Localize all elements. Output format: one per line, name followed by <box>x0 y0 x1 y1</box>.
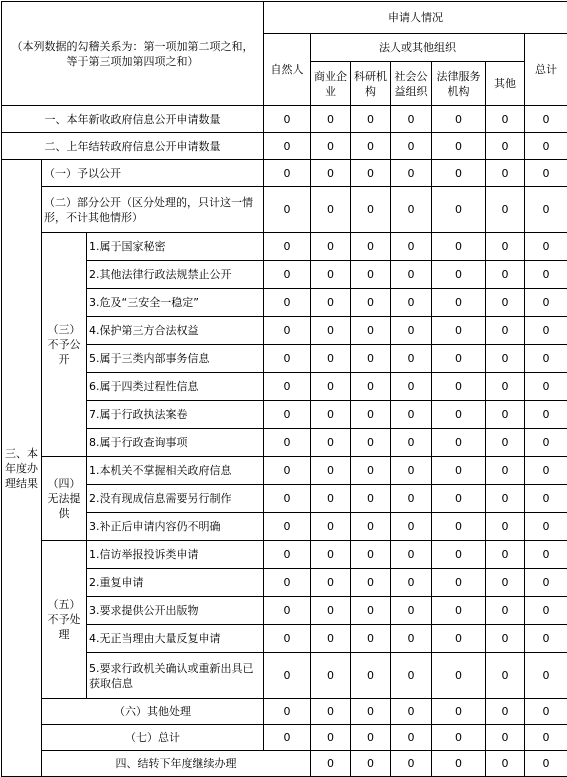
cell-value: 0 <box>525 261 567 289</box>
cell-value: 0 <box>311 625 351 653</box>
cell-value: 0 <box>311 485 351 513</box>
cell-value: 0 <box>432 513 486 541</box>
cell-value: 0 <box>432 597 486 625</box>
cell-value: 0 <box>351 457 391 485</box>
cell-value: 0 <box>486 513 525 541</box>
cell-value: 0 <box>351 653 391 699</box>
cell-value: 0 <box>311 160 351 187</box>
cell-value: 0 <box>311 133 351 160</box>
cell-value: 0 <box>311 187 351 233</box>
cell-value: 0 <box>351 625 391 653</box>
row-label: 1.信访举报投诉类申请 <box>87 541 264 569</box>
applicant-status-header: 申请人情况 <box>264 2 567 34</box>
row-carry-next <box>2 751 567 777</box>
cell-value: 0 <box>525 625 567 653</box>
cell-value: 0 <box>525 569 567 597</box>
row-label: 3.补正后申请内容仍不明确 <box>87 513 264 541</box>
cell-value: 0 <box>525 133 567 160</box>
row-results-r2 <box>2 187 567 233</box>
cell-value: 0 <box>264 160 311 187</box>
subcol-research: 科研机构 <box>351 62 391 106</box>
cell-value: 0 <box>351 541 391 569</box>
row-label: （六）其他处理 <box>42 699 264 725</box>
cell-value: 0 <box>391 289 432 317</box>
cell-value: 0 <box>486 569 525 597</box>
cell-value: 0 <box>525 106 567 133</box>
cell-value: 0 <box>351 133 391 160</box>
row-label: 3.危及“三安全一稳定” <box>87 289 264 317</box>
g3-group-label: （三）不予公开 <box>42 233 87 457</box>
cell-value: 0 <box>351 373 391 401</box>
cell-value: 0 <box>391 133 432 160</box>
cell-value: 0 <box>351 429 391 457</box>
cell-value: 0 <box>525 317 567 345</box>
cell-value: 0 <box>391 457 432 485</box>
cell-value: 0 <box>264 317 311 345</box>
cell-value: 0 <box>391 485 432 513</box>
cell-value: 0 <box>264 261 311 289</box>
cell-value: 0 <box>351 317 391 345</box>
cell-value: 0 <box>264 597 311 625</box>
cell-value: 0 <box>432 345 486 373</box>
cell-value: 0 <box>525 725 567 751</box>
row-label: 4.无正当理由大量反复申请 <box>87 625 264 653</box>
subcol-legal-service: 法律服务机构 <box>432 62 486 106</box>
row-label: 4.保护第三方合法权益 <box>87 317 264 345</box>
row-g3-item <box>2 429 567 457</box>
cell-value: 0 <box>351 569 391 597</box>
cell-value: 0 <box>391 625 432 653</box>
cell-value: 0 <box>486 133 525 160</box>
subcol-other: 其他 <box>486 62 525 106</box>
cell-value: 0 <box>311 345 351 373</box>
cell-value: 0 <box>264 725 311 751</box>
row-carried-over <box>2 133 567 160</box>
cell-value: 0 <box>351 345 391 373</box>
cell-value: 0 <box>432 401 486 429</box>
row-g3-item <box>2 233 567 261</box>
cell-value: 0 <box>525 289 567 317</box>
row-g5-item <box>2 541 567 569</box>
cell-value: 0 <box>432 289 486 317</box>
cell-value: 0 <box>264 373 311 401</box>
cell-value: 0 <box>432 133 486 160</box>
cell-value: 0 <box>432 725 486 751</box>
cell-value: 0 <box>351 233 391 261</box>
cell-value: 0 <box>391 429 432 457</box>
cell-value: 0 <box>486 429 525 457</box>
cell-value: 0 <box>525 160 567 187</box>
cell-value: 0 <box>486 597 525 625</box>
natural-person-header: 自然人 <box>264 34 311 106</box>
cell-value: 0 <box>525 373 567 401</box>
row-g5-item <box>2 625 567 653</box>
cell-value: 0 <box>351 401 391 429</box>
cell-value: 0 <box>486 317 525 345</box>
cell-value: 0 <box>264 541 311 569</box>
cell-value: 0 <box>486 401 525 429</box>
cell-value: 0 <box>311 317 351 345</box>
cell-value: 0 <box>264 457 311 485</box>
cell-value: 0 <box>311 699 351 725</box>
cell-value: 0 <box>486 160 525 187</box>
cell-value: 0 <box>264 401 311 429</box>
cell-value: 0 <box>351 597 391 625</box>
cell-value: 0 <box>391 597 432 625</box>
row-g3-item <box>2 345 567 373</box>
cell-value: 0 <box>486 541 525 569</box>
cell-value: 0 <box>391 751 432 777</box>
row-results-r6 <box>2 699 567 725</box>
disclosure-statistics-table <box>1 1 567 777</box>
cell-value: 0 <box>486 485 525 513</box>
cell-value: 0 <box>525 513 567 541</box>
cell-value: 0 <box>486 653 525 699</box>
row-label: 2.重复申请 <box>87 569 264 597</box>
cell-value: 0 <box>311 457 351 485</box>
cell-value: 0 <box>264 485 311 513</box>
cell-value: 0 <box>264 106 311 133</box>
cell-value: 0 <box>486 625 525 653</box>
cell-value: 0 <box>486 187 525 233</box>
row-label: 5.属于三类内部事务信息 <box>87 345 264 373</box>
cell-value: 0 <box>525 653 567 699</box>
cell-value: 0 <box>264 699 311 725</box>
cell-value: 0 <box>391 373 432 401</box>
cell-value: 0 <box>391 261 432 289</box>
row-label: 6.属于四类过程性信息 <box>87 373 264 401</box>
row-label: 2.其他法律行政法规禁止公开 <box>87 261 264 289</box>
row-g3-item <box>2 401 567 429</box>
cell-value: 0 <box>486 289 525 317</box>
cell-value: 0 <box>351 106 391 133</box>
cell-value: 0 <box>486 699 525 725</box>
cell-value: 0 <box>351 485 391 513</box>
cell-value: 0 <box>311 373 351 401</box>
row-results-r1 <box>2 160 567 187</box>
row-results-r7 <box>2 725 567 751</box>
cell-value: 0 <box>525 699 567 725</box>
cell-value: 0 <box>486 261 525 289</box>
cell-value: 0 <box>311 106 351 133</box>
row-g5-item <box>2 597 567 625</box>
row-label: 四、结转下年度继续办理 <box>42 751 311 777</box>
cell-value: 0 <box>432 187 486 233</box>
cell-value: 0 <box>264 569 311 597</box>
row-new-requests <box>2 106 567 133</box>
cell-value: 0 <box>391 317 432 345</box>
cell-value: 0 <box>311 569 351 597</box>
cell-value: 0 <box>391 401 432 429</box>
cell-value: 0 <box>311 541 351 569</box>
cell-value: 0 <box>264 513 311 541</box>
cell-value: 0 <box>391 345 432 373</box>
cell-value: 0 <box>432 541 486 569</box>
cell-value: 0 <box>525 345 567 373</box>
cell-value: 0 <box>264 345 311 373</box>
table-note: （本列数据的勾稽关系为：第一项加第二项之和，等于第三项加第四项之和） <box>2 2 264 106</box>
row-label: 1.属于国家秘密 <box>87 233 264 261</box>
cell-value: 0 <box>391 160 432 187</box>
cell-value: 0 <box>264 133 311 160</box>
row-g4-item <box>2 513 567 541</box>
row-label: 7.属于行政执法案卷 <box>87 401 264 429</box>
legal-group-header: 法人或其他组织 <box>311 34 525 62</box>
total-header: 总计 <box>525 34 567 106</box>
cell-value: 0 <box>525 187 567 233</box>
cell-value: 0 <box>351 751 391 777</box>
cell-value: 0 <box>351 725 391 751</box>
cell-value: 0 <box>432 160 486 187</box>
cell-value: 0 <box>311 429 351 457</box>
cell-value: 0 <box>311 233 351 261</box>
cell-value: 0 <box>432 653 486 699</box>
cell-value: 0 <box>432 699 486 725</box>
cell-value: 0 <box>391 725 432 751</box>
row-g5-item <box>2 569 567 597</box>
cell-value: 0 <box>525 597 567 625</box>
row-g4-item <box>2 485 567 513</box>
cell-value: 0 <box>264 653 311 699</box>
cell-value: 0 <box>311 261 351 289</box>
subcol-commercial: 商业企业 <box>311 62 351 106</box>
cell-value: 0 <box>391 653 432 699</box>
row-g3-item <box>2 317 567 345</box>
cell-value: 0 <box>391 233 432 261</box>
row-g5-item <box>2 653 567 699</box>
cell-value: 0 <box>486 725 525 751</box>
cell-value: 0 <box>486 373 525 401</box>
cell-value: 0 <box>432 233 486 261</box>
cell-value: 0 <box>486 751 525 777</box>
header-row-1 <box>2 2 567 34</box>
cell-value: 0 <box>432 106 486 133</box>
cell-value: 0 <box>525 485 567 513</box>
cell-value: 0 <box>264 625 311 653</box>
cell-value: 0 <box>264 187 311 233</box>
cell-value: 0 <box>351 699 391 725</box>
row-label: 一、本年新收政府信息公开申请数量 <box>2 106 264 133</box>
cell-value: 0 <box>432 625 486 653</box>
results-group-label: 三、本年度办理结果 <box>2 160 42 777</box>
cell-value: 0 <box>432 317 486 345</box>
cell-value: 0 <box>432 569 486 597</box>
cell-value: 0 <box>311 725 351 751</box>
cell-value: 0 <box>432 429 486 457</box>
cell-value: 0 <box>311 653 351 699</box>
cell-value: 0 <box>391 699 432 725</box>
cell-value: 0 <box>351 187 391 233</box>
row-label: （一）予以公开 <box>42 160 264 187</box>
cell-value: 0 <box>486 233 525 261</box>
cell-value: 0 <box>486 345 525 373</box>
cell-value: 0 <box>391 513 432 541</box>
cell-value: 0 <box>311 289 351 317</box>
cell-value: 0 <box>432 457 486 485</box>
row-g3-item <box>2 261 567 289</box>
cell-value: 0 <box>486 106 525 133</box>
cell-value: 0 <box>264 289 311 317</box>
cell-value: 0 <box>525 541 567 569</box>
cell-value: 0 <box>351 513 391 541</box>
row-label: 2.没有现成信息需要另行制作 <box>87 485 264 513</box>
cell-value: 0 <box>486 457 525 485</box>
cell-value: 0 <box>391 106 432 133</box>
row-label: （七）总计 <box>42 725 264 751</box>
row-label: 二、上年结转政府信息公开申请数量 <box>2 133 264 160</box>
g4-group-label: （四）无法提供 <box>42 457 87 541</box>
row-g4-item <box>2 457 567 485</box>
cell-value: 0 <box>525 233 567 261</box>
cell-value: 0 <box>311 597 351 625</box>
g5-group-label: （五）不予处理 <box>42 541 87 699</box>
cell-value: 0 <box>391 541 432 569</box>
cell-value: 0 <box>351 160 391 187</box>
cell-value: 0 <box>264 233 311 261</box>
row-g3-item <box>2 373 567 401</box>
cell-value: 0 <box>525 457 567 485</box>
cell-value: 0 <box>432 751 486 777</box>
cell-value: 0 <box>391 569 432 597</box>
cell-value: 0 <box>311 751 351 777</box>
cell-value: 0 <box>432 261 486 289</box>
row-label: 1.本机关不掌握相关政府信息 <box>87 457 264 485</box>
row-label: 3.要求提供公开出版物 <box>87 597 264 625</box>
cell-value: 0 <box>391 187 432 233</box>
cell-value: 0 <box>311 401 351 429</box>
cell-value: 0 <box>311 513 351 541</box>
row-label: （二）部分公开（区分处理的，只计这一情形，不计其他情形） <box>42 187 264 233</box>
row-label: 5.要求行政机关确认或重新出具已获取信息 <box>87 653 264 699</box>
cell-value: 0 <box>525 401 567 429</box>
cell-value: 0 <box>525 429 567 457</box>
cell-value: 0 <box>432 373 486 401</box>
row-label: 8.属于行政查询事项 <box>87 429 264 457</box>
cell-value: 0 <box>264 429 311 457</box>
row-g3-item <box>2 289 567 317</box>
cell-value: 0 <box>351 289 391 317</box>
cell-value: 0 <box>432 485 486 513</box>
subcol-public-welfare: 社会公益组织 <box>391 62 432 106</box>
cell-value: 0 <box>525 751 567 777</box>
cell-value: 0 <box>351 261 391 289</box>
